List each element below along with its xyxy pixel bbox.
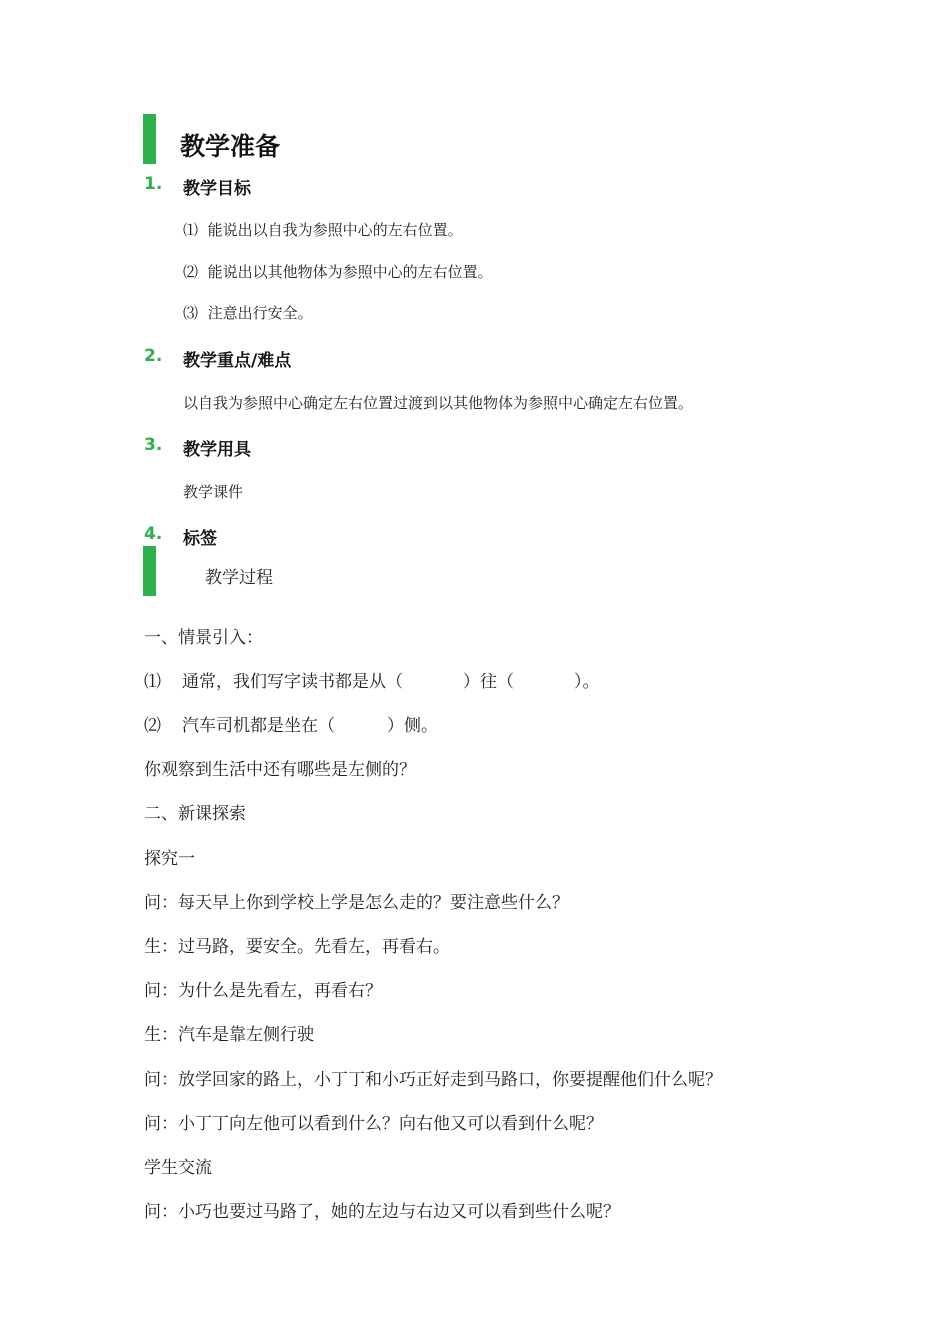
question-text: 汽车司机都是坐在（ [182, 716, 335, 736]
question-text: ）往（ [463, 672, 514, 692]
paragraph: 问：小巧也要过马路了，她的左边与右边又可以看到些什么呢？ [144, 1202, 620, 1222]
section-heading-explore: 二、新课探索 [144, 804, 246, 824]
section-number-1: 1. [144, 174, 163, 194]
subheading-explore-1: 探究一 [144, 849, 195, 869]
section-number-3: 3. [144, 435, 163, 455]
section-title-goals: 教学目标 [183, 179, 251, 199]
paragraph: 你观察到生活中还有哪些是左侧的？ [144, 760, 416, 780]
section-number-2: 2. [144, 346, 163, 366]
section-bar-process [143, 546, 156, 596]
section-bar-prep [143, 114, 156, 164]
goal-item [183, 261, 493, 282]
key-points-text: 以自我为参照中心确定左右位置过渡到以其他物体为参照中心确定左右位置。 [183, 394, 694, 412]
paragraph: 问：为什么是先看左，再看右？ [144, 981, 382, 1001]
goal-number: ⑵ [183, 263, 199, 281]
question-text: 通常，我们写字读书都是从（ [182, 672, 403, 692]
question-text: ）侧。 [387, 716, 438, 736]
section-title-tools: 教学用具 [183, 440, 251, 460]
goal-number: ⑴ [183, 221, 199, 239]
paragraph: 生：汽车是靠左侧行驶 [144, 1025, 314, 1045]
paragraph: 学生交流 [144, 1158, 212, 1178]
question-text: ）。 [574, 672, 600, 692]
question-number: ⑵ [144, 716, 161, 736]
question-2 [144, 711, 438, 736]
page-title: 教学准备 [180, 132, 281, 161]
intro-heading: 一、情景引入： [144, 628, 263, 648]
paragraph: 问：放学回家的路上，小丁丁和小巧正好走到马路口，你要提醒他们什么呢？ [144, 1070, 722, 1090]
goal-text: 注意出行安全。 [207, 304, 313, 322]
question-number: ⑴ [144, 672, 161, 692]
paragraph: 问：每天早上你到学校上学是怎么走的？要注意些什么？ [144, 893, 569, 913]
section-title-tags: 标签 [183, 529, 217, 549]
goal-item [183, 302, 313, 323]
goal-text: 能说出以自我为参照中心的左右位置。 [207, 221, 463, 239]
section-number-4: 4. [144, 524, 163, 544]
paragraph: 生：过马路，要安全。先看左，再看右。 [144, 937, 450, 957]
goal-number: ⑶ [183, 304, 199, 322]
question-1 [144, 667, 600, 692]
tools-text: 教学课件 [183, 483, 244, 501]
section-title-key-points: 教学重点/难点 [183, 351, 292, 371]
paragraph: 问：小丁丁向左他可以看到什么？向右他又可以看到什么呢？ [144, 1114, 603, 1134]
process-title: 教学过程 [205, 568, 273, 588]
goal-item [183, 219, 463, 240]
goal-text: 能说出以其他物体为参照中心的左右位置。 [207, 263, 493, 281]
